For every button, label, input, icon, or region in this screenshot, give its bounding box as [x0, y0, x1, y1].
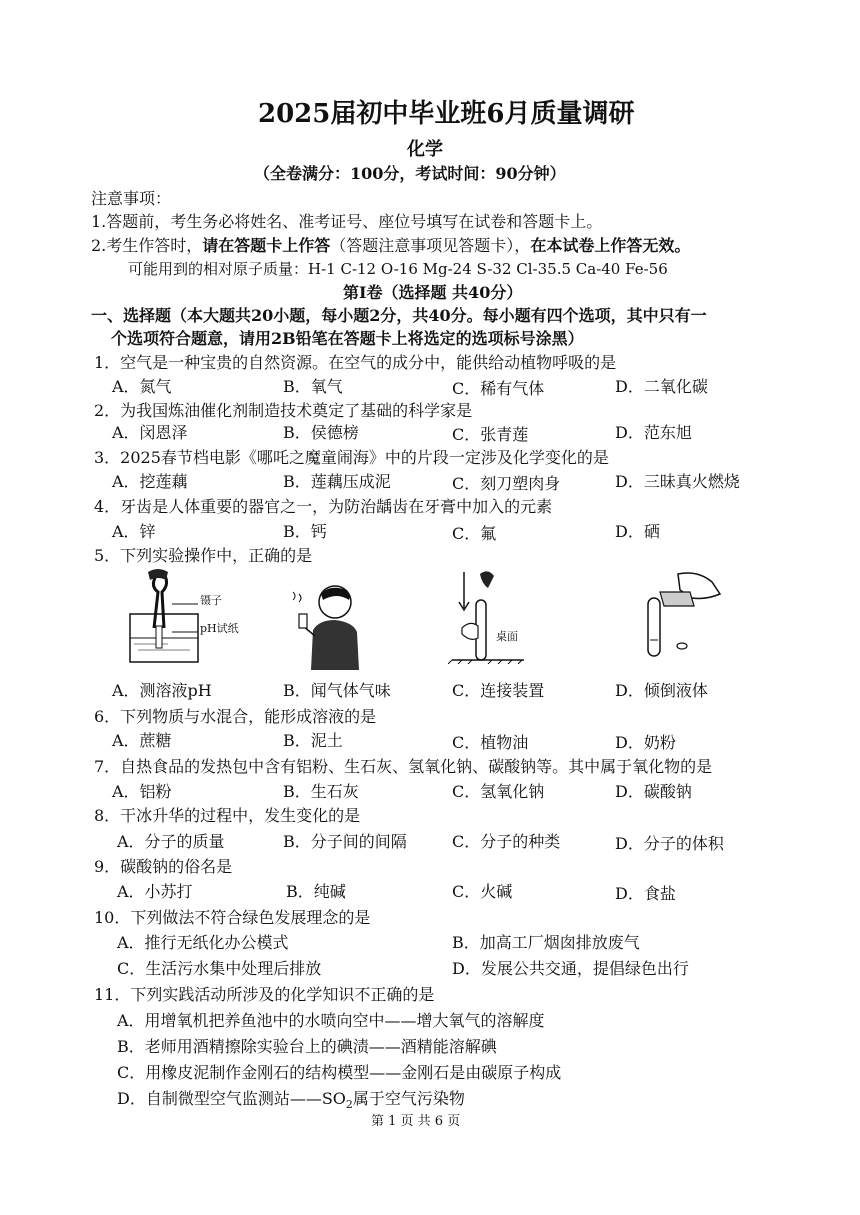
option-c: C．稀有气体	[452, 379, 545, 398]
part-title: 第Ⅰ卷（选择题 共40分）	[343, 283, 523, 302]
question-stem: 7．自热食品的发热包中含有铝粉、生石灰、氢氧化钠、碳酸钠等。其中属于氧化物的是	[94, 757, 713, 776]
option-b: B．泥土	[283, 731, 343, 750]
page-number: 第 1 页 共 6 页	[371, 1114, 461, 1129]
section-instruction-2: 个选项符合题意，请用2B铅笔在答题卡上将选定的选项标号涂黑）	[111, 329, 584, 348]
option-d: D．奶粉	[615, 733, 676, 752]
note-line-1: 1.答题前，考生务必将姓名、准考证号、座位号填写在试卷和答题卡上。	[91, 212, 603, 231]
option-a: A．闵恩泽	[112, 423, 188, 442]
option-b: B．钙	[283, 522, 327, 541]
option-d: D．分子的体积	[615, 834, 724, 853]
option-d: D．发展公共交通，提倡绿色出行	[452, 959, 689, 978]
option-b: B．加高工厂烟囱排放废气	[452, 933, 640, 952]
option-a: A．蔗糖	[112, 731, 172, 750]
option-c: C．张青莲	[452, 425, 529, 444]
option-d: D．倾倒液体	[615, 681, 708, 700]
option-c: C．分子的种类	[452, 832, 561, 851]
score-info: （全卷满分：100分，考试时间：90分钟）	[254, 164, 566, 183]
option-a: A．小苏打	[117, 882, 193, 901]
option-d: D．硒	[615, 522, 660, 541]
label-desk: 桌面	[496, 630, 518, 643]
option-c: C．氟	[452, 524, 497, 543]
option-b: B．老师用酒精擦除实验台上的碘渍——酒精能溶解碘	[117, 1037, 497, 1056]
section-instruction-1: 一、选择题（本大题共20小题，每小题2分，共40分。每小题有四个选项，其中只有一	[91, 306, 707, 325]
exam-title: 2025届初中毕业班6月质量调研	[258, 99, 635, 129]
question-stem: 10．下列做法不符合绿色发展理念的是	[94, 908, 371, 927]
notes-heading: 注意事项：	[91, 189, 172, 208]
option-a: A．铝粉	[112, 782, 172, 801]
option-c: C．用橡皮泥制作金刚石的结构模型——金刚石是由碳原子构成	[117, 1063, 562, 1082]
subject-title: 化学	[407, 139, 443, 160]
option-d: D．二氧化碳	[615, 377, 708, 396]
question-stem: 11．下列实践活动所涉及的化学知识不正确的是	[94, 985, 435, 1004]
option-d: D．食盐	[615, 884, 676, 903]
atomic-mass-line: 可能用到的相对原子质量：H-1 C-12 O-16 Mg-24 S-32 Cl-35.5 Ca-40 Fe-56	[128, 260, 668, 278]
option-d: D．范东旭	[615, 423, 692, 442]
option-a: A．推行无纸化办公模式	[117, 933, 289, 952]
option-b: B．莲藕压成泥	[283, 472, 391, 491]
figure-smell-gas	[285, 580, 365, 670]
question-stem: 9．碳酸钠的俗名是	[94, 857, 233, 876]
option-b: B．纯碱	[286, 882, 346, 901]
option-c: C．连接装置	[452, 681, 545, 700]
option-b: B．生石灰	[283, 782, 359, 801]
figure-ph-test	[128, 568, 278, 668]
question-stem: 6．下列物质与水混合，能形成溶液的是	[94, 707, 377, 726]
label-ph-paper: pH试纸	[200, 622, 239, 635]
figure-pour-liquid	[620, 570, 730, 662]
question-stem: 2．为我国炼油催化剂制造技术奠定了基础的科学家是	[94, 401, 473, 420]
option-a: A．挖莲藕	[112, 472, 188, 491]
option-c: C．火碱	[452, 882, 513, 901]
option-b: B．分子间的间隔	[283, 832, 407, 851]
option-a: A．分子的质量	[117, 832, 225, 851]
question-stem: 3．2025春节档电影《哪吒之魔童闹海》中的片段一定涉及化学变化的是	[94, 448, 609, 467]
question-stem: 4．牙齿是人体重要的器官之一，为防治龋齿在牙膏中加入的元素	[94, 497, 553, 516]
option-d: D．自制微型空气监测站$——SO_2$属于空气污染物	[117, 1089, 465, 1112]
label-tweezers: 镊子	[200, 594, 222, 607]
option-c: C．植物油	[452, 733, 529, 752]
option-a: A．氮气	[112, 377, 172, 396]
question-stem: 8．干冰升华的过程中，发生变化的是	[94, 806, 361, 825]
option-a: A．测溶液pH	[112, 681, 212, 700]
option-c: C．刻刀塑肉身	[452, 474, 561, 493]
option-b: B．闻气体气味	[283, 681, 391, 700]
figure-connect-apparatus	[448, 568, 528, 664]
option-c: C．生活污水集中处理后排放	[117, 959, 322, 978]
option-a: A．锌	[112, 522, 156, 541]
question-stem: 1．空气是一种宝贵的自然资源。在空气的成分中，能供给动植物呼吸的是	[94, 353, 617, 372]
option-b: B．侯德榜	[283, 423, 359, 442]
option-d: D．碳酸钠	[615, 782, 692, 801]
option-b: B．氧气	[283, 377, 343, 396]
note-line-2: 2.考生作答时，请在答题卡上作答（答题注意事项见答题卡），在本试卷上作答无效。	[91, 236, 691, 255]
option-d: D．三昧真火燃烧	[615, 472, 740, 491]
question-stem: 5．下列实验操作中，正确的是	[94, 546, 313, 565]
option-a: A．用增氧机把养鱼池中的水喷向空中——增大氧气的溶解度	[117, 1011, 545, 1030]
option-c: C．氢氧化钠	[452, 782, 545, 801]
